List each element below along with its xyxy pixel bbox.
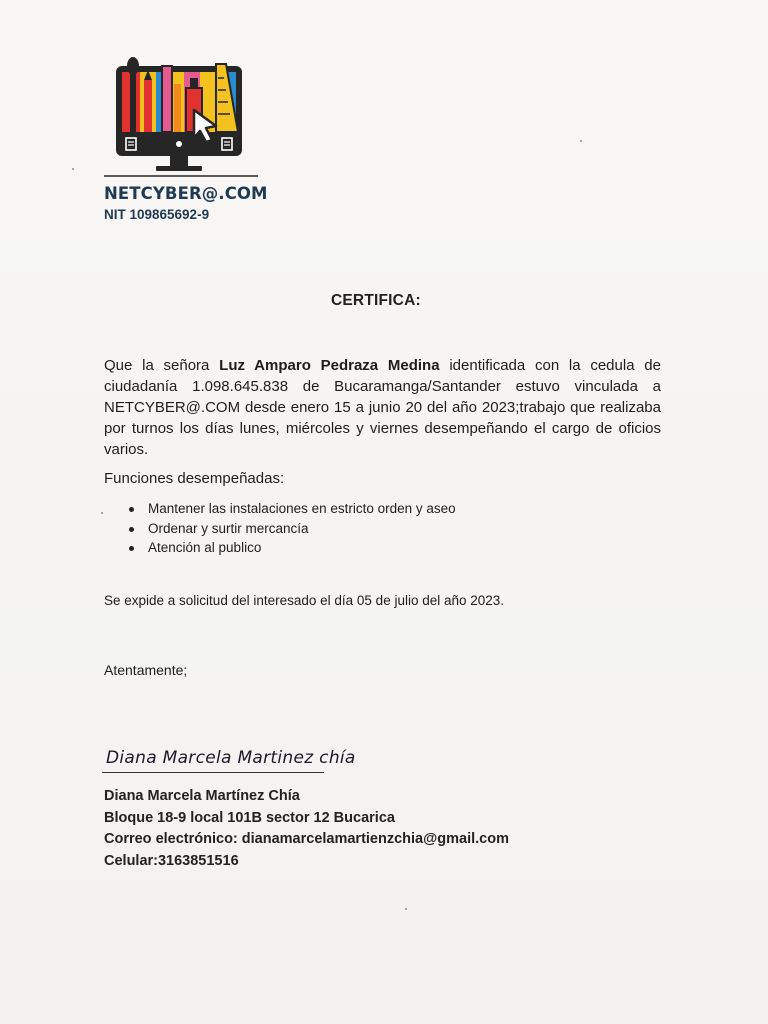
closing: Atentamente;: [104, 662, 188, 678]
issue-line: Se expide a solicitud del interesado el día 05 de julio del año 2023.: [104, 593, 505, 608]
list-item: Mantener las instalaciones en estricto orden y aseo: [124, 499, 456, 519]
list-item: Ordenar y surtir mercancía: [124, 519, 456, 539]
certificate-body: [104, 355, 661, 460]
body-suffix: identificada con la cedula de ciudadanía 1.098.645.838 de Bucaramanga/Santander estuvo vinculada a NETCYBER@.COM desde enero 15 a junio 20 del año 2023;trabajo que realizaba por turnos los días lunes, miércoles y viernes desempeñando el cargo de oficios varios.: [104, 357, 661, 458]
company-name: NETCYBER@.COM: [104, 184, 268, 203]
company-nit: NIT 109865692-9: [104, 207, 210, 222]
scan-speck: [405, 908, 407, 910]
scan-speck: [72, 168, 74, 170]
signature-line: [102, 772, 324, 773]
functions-title: Funciones desempeñadas:: [104, 470, 285, 487]
scan-speck: [101, 512, 103, 514]
contact-block: [104, 786, 509, 872]
scan-speck: [580, 140, 582, 142]
person-name: Luz Amparo Pedraza Medina: [219, 357, 440, 374]
computer-art-supplies-logo: [104, 54, 260, 182]
signer-name: Diana Marcela Martínez Chía: [104, 788, 300, 804]
signer-phone: Celular:3163851516: [104, 852, 239, 869]
certificate-heading: CERTIFICA:: [331, 292, 421, 309]
signer-address: Bloque 18-9 local 101B sector 12 Bucarica: [104, 809, 395, 826]
body-prefix: Que la señora: [104, 357, 220, 374]
functions-list: [124, 499, 456, 558]
handwritten-signature: Diana Marcela Martinez chía: [106, 748, 356, 768]
list-item: Atención al publico: [124, 538, 456, 558]
signer-email: Correo electrónico: dianamarcelamartienzchia@gmail.com: [104, 831, 509, 847]
